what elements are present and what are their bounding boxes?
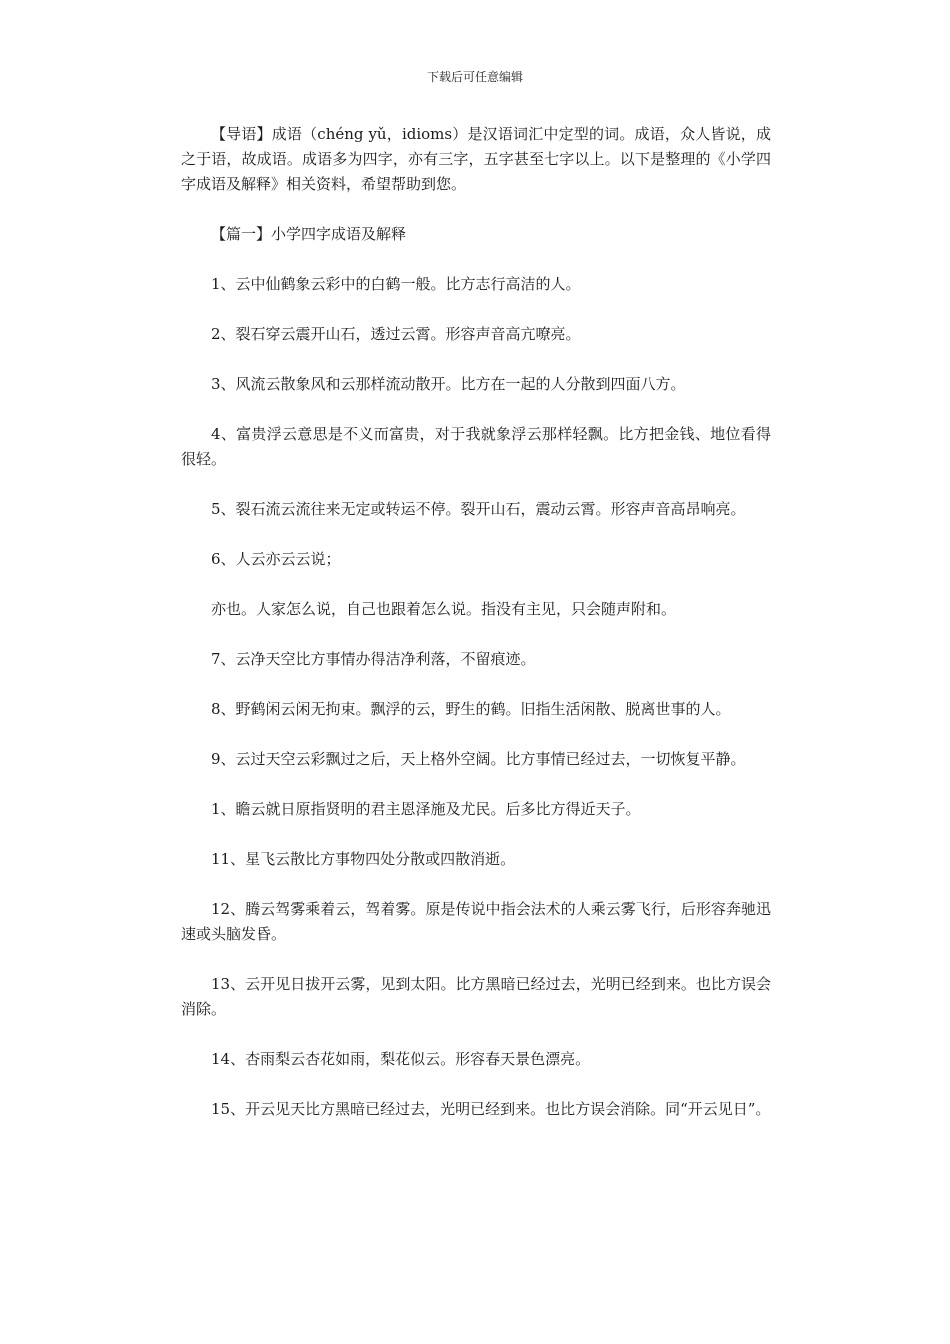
idiom-item: 4、富贵浮云意思是不义而富贵，对于我就象浮云那样轻飘。比方把金钱、地位看得很轻。 [181,425,771,468]
idiom-item-continuation: 亦也。人家怎么说，自己也跟着怎么说。指没有主见，只会随声附和。 [211,600,677,618]
idiom-item: 12、腾云驾雾乘着云，驾着雾。原是传说中指会法术的人乘云雾飞行，后形容奔驰迅速或头脑发昏。 [181,900,771,943]
idiom-item: 5、裂石流云流往来无定或转运不停。裂开山石，震动云霄。形容声音高昂响亮。 [211,500,746,518]
idiom-item: 13、云开见日拔开云雾，见到太阳。比方黑暗已经过去，光明已经到来。也比方误会消除。 [181,975,771,1018]
idiom-item: 8、野鹤闲云闲无拘束。飘浮的云，野生的鹤。旧指生活闲散、脱离世事的人。 [211,700,731,718]
idiom-item: 15、开云见天比方黑暗已经过去，光明已经到来。也比方误会消除。同“开云见日”。 [211,1100,771,1118]
idiom-item: 7、云净天空比方事情办得洁净利落，不留痕迹。 [211,650,536,668]
idiom-item: 1、云中仙鹤象云彩中的白鹤一般。比方志行高洁的人。 [211,275,581,293]
idiom-item: 9、云过天空云彩飘过之后，天上格外空阔。比方事情已经过去，一切恢复平静。 [211,750,746,768]
idiom-item: 6、人云亦云云说； [211,550,341,568]
idiom-item: 14、杏雨梨云杏花如雨，梨花似云。形容春天景色漂亮。 [211,1050,591,1068]
page-header: 下载后可任意编辑 [426,70,523,84]
idiom-item: 11、星飞云散比方事物四处分散或四散消逝。 [211,850,516,868]
idiom-item: 2、裂石穿云震开山石，透过云霄。形容声音高亢嘹亮。 [211,325,581,343]
idiom-item: 1、瞻云就日原指贤明的君主恩泽施及尤民。后多比方得近天子。 [211,800,641,818]
document-body [181,122,771,1147]
section-heading: 【篇一】小学四字成语及解释 [211,225,407,243]
intro-paragraph: 【导语】成语（chéng yǔ，idioms）是汉语词汇中定型的词。成语，众人皆说，成之于语，故成语。成语多为四字，亦有三字，五字甚至七字以上。以下是整理的《小学四字成语及解释》相关资料，希望帮助到您。 [181,125,771,193]
idiom-item: 3、风流云散象风和云那样流动散开。比方在一起的人分散到四面八方。 [211,375,686,393]
